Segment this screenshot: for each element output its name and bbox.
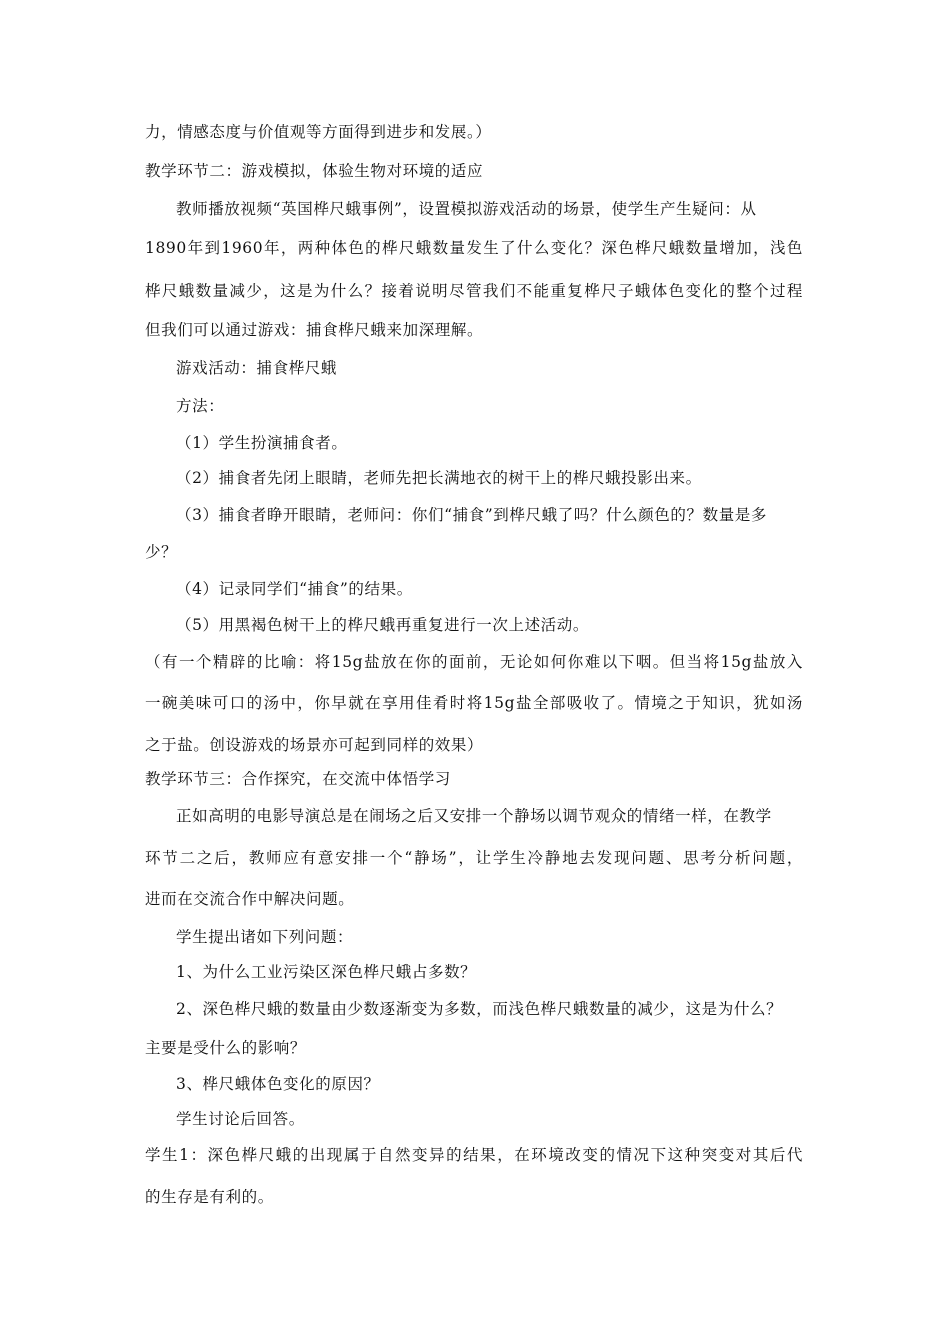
section-heading: 教学环节二：游戏模拟，体验生物对环境的适应 bbox=[145, 162, 484, 180]
paragraph-line: 桦尺蛾数量减少，这是为什么？接着说明尽管我们不能重复桦尺子蛾体色变化的整个过程 bbox=[145, 282, 803, 300]
list-item: （5）用黑褐色树干上的桦尺蛾再重复进行一次上述活动。 bbox=[176, 616, 589, 634]
paragraph-line: 力，情感态度与价值观等方面得到进步和发展。） bbox=[145, 123, 492, 141]
paragraph-line: 正如高明的电影导演总是在闹场之后又安排一个静场以调节观众的情绪一样，在教学 bbox=[176, 807, 772, 825]
paragraph-line: 游戏活动：捕食桦尺蛾 bbox=[176, 359, 338, 377]
paragraph-line: 但我们可以通过游戏：捕食桦尺蛾来加深理解。 bbox=[145, 321, 484, 339]
list-item: （3）捕食者睁开眼睛，老师问：你们“捕食”到桦尺蛾了吗？什么颜色的？数量是多 bbox=[176, 506, 768, 524]
paragraph-line: 学生1：深色桦尺蛾的出现属于自然变异的结果，在环境改变的情况下这种突变对其后代 bbox=[145, 1146, 803, 1164]
list-item: 主要是受什么的影响？ bbox=[145, 1039, 307, 1057]
paragraph-line: 的生存是有利的。 bbox=[145, 1188, 274, 1206]
paragraph-line: 一碗美味可口的汤中，你早就在享用佳肴时将15g盐全部吸收了。情境之于知识，犹如汤 bbox=[145, 694, 803, 712]
paragraph-line: 之于盐。创设游戏的场景亦可起到同样的效果） bbox=[145, 736, 484, 754]
section-heading: 教学环节三：合作探究，在交流中体悟学习 bbox=[145, 770, 451, 788]
paragraph-line: 环节二之后，教师应有意安排一个“静场”，让学生冷静地去发现问题、思考分析问题， bbox=[145, 849, 803, 867]
list-item: （2）捕食者先闭上眼睛，老师先把长满地衣的树干上的桦尺蛾投影出来。 bbox=[176, 469, 702, 487]
list-item: （1）学生扮演捕食者。 bbox=[176, 434, 348, 452]
paragraph-line: 方法： bbox=[176, 397, 225, 415]
list-item: 1、为什么工业污染区深色桦尺蛾占多数？ bbox=[176, 963, 477, 981]
paragraph-line: 学生讨论后回答。 bbox=[176, 1110, 305, 1128]
paragraph-line: 1890年到1960年，两种体色的桦尺蛾数量发生了什么变化？深色桦尺蛾数量增加，浅色 bbox=[145, 239, 803, 257]
paragraph-line: 进而在交流合作中解决问题。 bbox=[145, 890, 355, 908]
paragraph-line: 教师播放视频“英国桦尺蛾事例”，设置模拟游戏活动的场景，使学生产生疑问：从 bbox=[176, 200, 757, 218]
list-item: 少？ bbox=[145, 543, 178, 561]
list-item: 2、深色桦尺蛾的数量由少数逐渐变为多数，而浅色桦尺蛾数量的减少，这是为什么？ bbox=[176, 1000, 783, 1018]
list-item: （4）记录同学们“捕食”的结果。 bbox=[176, 580, 413, 598]
paragraph-line: 学生提出诸如下列问题： bbox=[176, 928, 354, 946]
paragraph-line: （有一个精辟的比喻：将15g盐放在你的面前，无论如何你难以下咽。但当将15g盐放入 bbox=[145, 653, 803, 671]
list-item: 3、桦尺蛾体色变化的原因？ bbox=[176, 1075, 380, 1093]
